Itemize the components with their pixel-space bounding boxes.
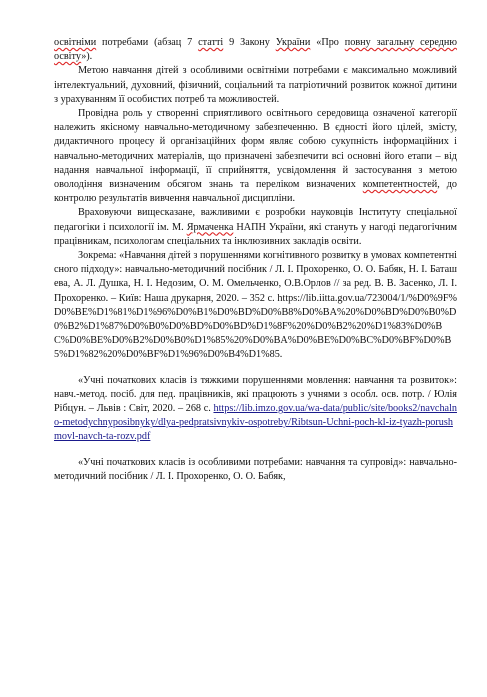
paragraph-1 — [54, 64, 457, 107]
paragraph-reference-2 — [54, 374, 457, 445]
text-span: України — [275, 37, 311, 48]
text-span: Провідна роль у створенні сприятливого освітнього середовища означеної категорії належить якісному навчально-методичному забезпеченню. В єдності його цілей, змісту, дидактичного процесу й організаційних форм являє собою сукупність інформаційних і навчально-методичних матеріалів, що призначені забезпечити всі основні його етапи – від надання навчальної інформації, її сприйняття, усвідомлення й застосування з метою оволодіння визначеним обсягом знань та переліком визначених — [54, 108, 457, 191]
paragraph-reference-1 — [54, 249, 457, 363]
reference-link[interactable]: https://lib.imzo.gov.ua/wa-data/public/site/books2/navchalno-metodychnyposibnyky/dlya-pedpratsivnykiv-ospotreby/Ribtsun-Uchni-poch-kl-iz-tyazh-porushmovl-navch-ta-rozv.pdf — [54, 403, 457, 443]
text-span: потребами (абзац 7 — [96, 37, 199, 48]
text-span: «Учні початкових класів із особливими потребами: навчання та супровід»: навчально-методичний посібник / Л. І. Прохоренко, О. О. Бабяк, — [54, 456, 457, 482]
paragraph-reference-3 — [54, 456, 457, 484]
text-span: НАПН України, які стануть у нагоді педагогічним працівникам, психологам спеціальних та інклюзивних закладів освіти. — [54, 221, 458, 247]
text-span: Зокрема: «Навчання дітей з порушеннями когнітивного розвитку в умовах компетентнісного підходу»: навчально-методичний посібник / Л. І. Прохоренко, О. О. Бабяк, Н. І. Баташева, А. Л. Душка, Н. І. Недозим, О. М. Омельченко, О.В.Орлов // за ред. В. В. Засенко, Л. І. Прохоренко. – Київ: Наша друкарня, 2020. – 352 с. https://lib.iitta.gov.ua/723004/1/%D0%9F%D0%BE%D1%81%D1%96%D0%B1%D0%BD%D0%B8%D0%BA%20%D0%BD%D0%B0%D0%B2%D1%87%D0%B0%D0%BD%D0%BD%D1%8F%20%D0%B2%20%D1%83%D0%BC%D0%BE%D0%B2%D0%B0%D1%85%20%D0%BA%D0%BE%D0%BC%D0%BF%D0%B5%D1%82%20%D0%BF%D1%96%D0%B4%D1%85. — [54, 250, 457, 361]
paragraph-3 — [54, 206, 457, 249]
text-span: , до контролю результатів вивчення навчальної дисципліни. — [54, 179, 458, 205]
text-span: »). — [81, 51, 93, 63]
text-span: «Учні початкових класів із тяжкими порушеннями мовлення: навчання та розвиток»: навч.-метод. посіб. для пед. працівників, які працюють з учнями з особл. осв. потр. / Юлія Рібцун. – Львів : Світ, 2020. – 268 с. — [54, 374, 457, 415]
text-span: «Про — [310, 37, 345, 48]
document-page — [54, 36, 457, 484]
text-span: 9 Закону — [223, 37, 276, 48]
text-span: Враховуючи вищесказане, важливими є розробки науковців Інституту спеціальної педагогіки і психології ім. М. — [54, 207, 457, 233]
text-span: статті — [198, 37, 224, 48]
paragraph-0 — [54, 36, 457, 64]
text-span: Метою навчання дітей з особливими освітніми потребами є максимально можливий інтелектуальний, духовний, фізичний, соціальний та патріотичний розвиток кожної дитини з урахуванням її особистих потреб та можливостей. — [54, 65, 457, 105]
text-span: Ярмаченка — [186, 221, 234, 233]
text-span: освітніми — [54, 37, 97, 48]
text-span: повну загальну середню освіту — [54, 37, 457, 63]
text-span: компетентностей — [362, 179, 438, 191]
paragraph-2 — [54, 107, 457, 206]
